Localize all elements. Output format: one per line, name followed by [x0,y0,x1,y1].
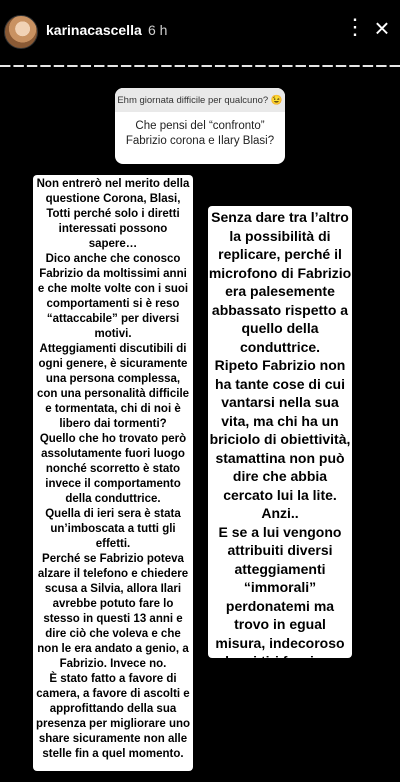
answer-left-paragraph: Non entrerò nel merito della questione Corona, Blasi, Totti perché solo i diretti interessati possono sapere… [36,178,190,250]
post-time: 6 h [148,22,168,38]
progress-segments [0,65,400,67]
question-text: Che pensi del “confronto” Fabrizio corona e Ilary Blasi? [125,120,275,147]
answer-left-paragraph: Quello che ho trovato però assolutamente fuori luogo nonché scorretto è stato invece il comportamento della conduttrice. [39,433,187,505]
progress-segment [202,65,212,67]
progress-segment [322,65,332,67]
progress-segment [296,65,306,67]
progress-segment [269,65,279,67]
progress-segment [228,65,238,67]
answer-left-paragraph: Atteggiamenti discutibili di ogni genere, è sicuramente una persona complessa, con una personalità difficile e tormentata, chi di noi è libero dai tormenti? [36,343,190,430]
progress-segment [121,65,131,67]
username[interactable]: karinacascella [46,22,142,38]
progress-segment [27,65,37,67]
progress-segment [54,65,64,67]
progress-segment [40,65,50,67]
answer-right-paragraph: E se a lui vengono attribuiti diversi atteggiamenti “immorali” perdonatemi ma trovo in egual misura, indecoroso che si tiri fuori una questione che risale a 13 anni fa, per movimentare una situazione di ascolti bassi. [212,523,348,762]
progress-segment [175,65,185,67]
answer-left-paragraph: È stato fatto a favore di camera, a favore di ascolti e approfittando della sua presenza per migliorare uno share sicuramente non alle stelle fin a quel momento. [36,673,191,760]
avatar[interactable] [4,15,38,49]
answer-text-left [33,175,193,771]
progress-segment [242,65,252,67]
answer-right-paragraph: Ripeto Fabrizio non ha tante cose di cui vantarsi nella sua vita, ma chi ha un briciolo di obiettività, stamattina non può dire che abbia cercato lui la lite. Anzi.. [209,357,351,521]
progress-segment [282,65,292,67]
progress-segment [0,65,10,67]
answer-right-paragraph: Senza dare tra l’altro la possibilità di replicare, perché il microfono di Fabrizio era palesemente abbassato rispetto a quello della conduttrice. [208,209,352,355]
answer-text-right [208,206,352,762]
progress-segment [161,65,171,67]
progress-segment [215,65,225,67]
progress-segment [390,65,400,67]
question-sticker [115,88,285,164]
progress-segment [188,65,198,67]
more-options-icon[interactable]: ⋮ [344,14,366,39]
close-icon[interactable]: × [374,13,390,43]
progress-segment [148,65,158,67]
story-header [0,0,400,62]
progress-segment [255,65,265,67]
answer-left-paragraph: Dico anche che conosco Fabrizio da moltissimi anni e che molte volte con i suoi comportamenti si è reso “attaccabile” per diversi motivi. [37,253,189,340]
progress-segment [363,65,373,67]
progress-segment [94,65,104,67]
progress-segment [309,65,319,67]
answer-left-paragraph: Perché se Fabrizio poteva alzare il telefono e chiedere scusa a Silvia, allora Ilari avrebbe potuto fare lo stesso in questi 13 anni e dire ciò che voleva e che non le era andato a genio, a Fabrizio. Invece no. [37,553,189,670]
progress-segment [376,65,386,67]
progress-segment [13,65,23,67]
story-progress-bar [0,64,400,70]
progress-segment [81,65,91,67]
question-header: Ehm giornata difficile per qualcuno? 😉 [115,88,285,112]
progress-segment [349,65,359,67]
progress-segment [336,65,346,67]
progress-segment [134,65,144,67]
progress-segment [107,65,117,67]
answer-left-paragraph: Quella di ieri sera è stata un’imboscata a tutti gli effetti. [45,508,181,550]
progress-segment [67,65,77,67]
